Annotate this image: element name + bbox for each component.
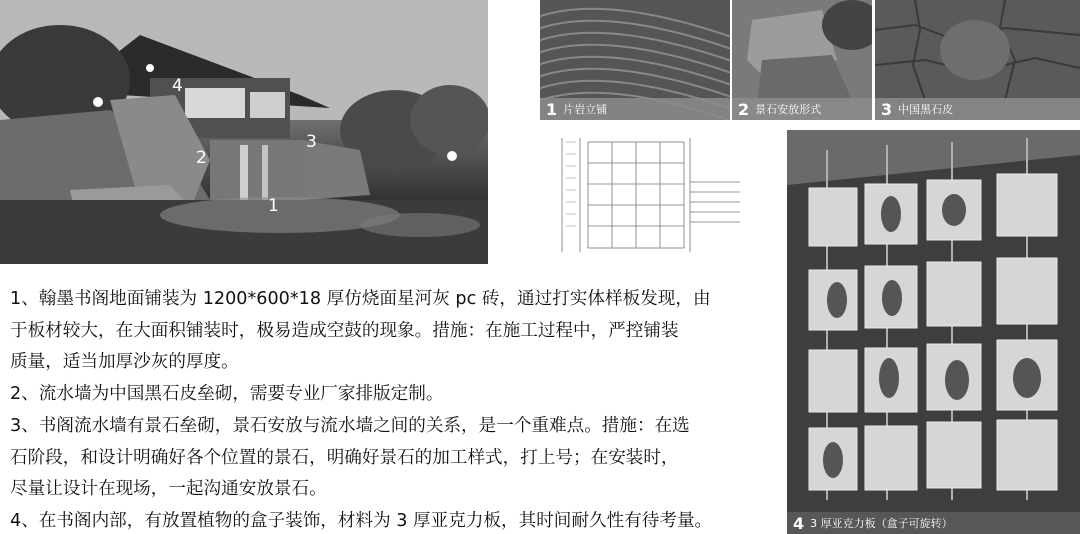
note-line-4: 2、流水墙为中国黑石皮垒砌，需要专业厂家排版定制。 (10, 384, 444, 405)
callout-2: 2 (196, 148, 207, 168)
callout-1: 1 (268, 196, 279, 216)
detail-photo-slate-paving (540, 0, 730, 120)
detail-1-number: 1 (546, 99, 558, 119)
note-line-7: 尽量让设计在现场，一起沟通安放景石。 (10, 479, 327, 500)
note-line-5: 3、书阁流水墙有景石垒砌，景石安放与流水墙之间的关系，是一个重难点。措施：在选 (10, 415, 690, 436)
note-line-2: 于板材较大，在大面积铺装时，极易造成空鼓的现象。措施：在施工过程中，严控铺装 (10, 320, 679, 341)
detail-photo-acrylic-box-wall (787, 130, 1080, 534)
wall-label: 3 厚亚克力板（盒子可旋转） (810, 517, 953, 530)
note-line-6: 石阶段，和设计明确好各个位置的景石，明确好景石的加工样式，打上号；在安装时， (10, 447, 679, 468)
detail-1-label: 片岩立铺 (563, 103, 608, 116)
note-line-8: 4、在书阁内部，有放置植物的盒子装饰，材料为 3 厚亚克力板，其时间耐久性有待考量。 (10, 510, 713, 531)
note-line-3: 质量，适当加厚沙灰的厚度。 (10, 352, 239, 373)
note-line-1: 1、翰墨书阁地面铺装为 1200*600*18 厚仿烧面星河灰 pc 砖，通过打实体样板发现，由 (10, 289, 711, 309)
wall-elevation-drawing (540, 132, 780, 264)
grid-elevation (540, 132, 780, 264)
detail-photo-black-stone-skin (875, 0, 1080, 120)
callout-4: 4 (172, 76, 183, 96)
detail-3-number: 3 (881, 99, 893, 119)
acrylic-box-grid (787, 130, 1080, 534)
site-photo-night-pavilion (0, 0, 488, 264)
night-scene-illustration (0, 0, 488, 264)
detail-2-label: 景石安放形式 (755, 103, 822, 116)
detail-3-label: 中国黑石皮 (898, 103, 954, 116)
detail-photo-landscape-stone (732, 0, 872, 120)
callout-3: 3 (306, 132, 317, 152)
wall-number: 4 (793, 513, 805, 533)
construction-notes (10, 284, 782, 534)
detail-2-number: 2 (738, 99, 750, 119)
